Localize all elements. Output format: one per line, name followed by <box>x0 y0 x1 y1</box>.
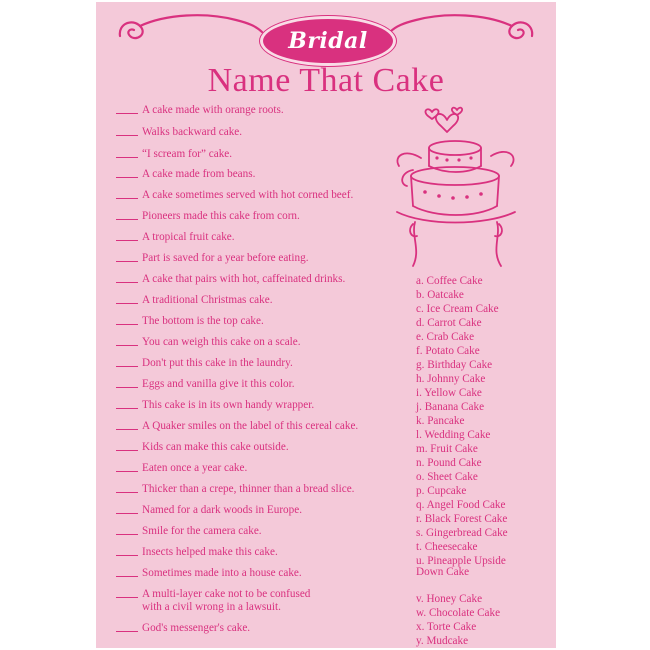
clue-text: Pioneers made this cake from corn. <box>142 210 300 222</box>
answer-option: w. Chocolate Cake <box>416 607 501 619</box>
clue-item <box>116 273 406 286</box>
answer-blank[interactable] <box>116 378 138 388</box>
clue-text: This cake is in its own handy wrapper. <box>142 399 315 411</box>
clue-text: A cake sometimes served with hot corned beef. <box>142 189 354 201</box>
clue-item <box>116 483 406 496</box>
clue-text: A multi-layer cake not to be confused with a civil wrong in a lawsuit. <box>142 588 311 613</box>
answer-option: r. Black Forest Cake <box>416 513 508 525</box>
clue-text: Walks backward cake. <box>142 126 243 138</box>
answer-blank[interactable] <box>116 420 138 430</box>
clue-item <box>116 399 406 412</box>
clue-text: Thicker than a crepe, thinner than a bread slice. <box>142 483 355 495</box>
answer-option: x. Torte Cake <box>416 621 477 633</box>
clue-text: Sometimes made into a house cake. <box>142 567 302 579</box>
clue-text: Don't put this cake in the laundry. <box>142 357 293 369</box>
answer-option: m. Fruit Cake <box>416 443 478 455</box>
answer-blank[interactable] <box>116 336 138 346</box>
clue-item <box>116 168 406 181</box>
clue-item <box>116 588 406 614</box>
answer-blank[interactable] <box>116 231 138 241</box>
clue-item <box>116 504 406 517</box>
clue-item <box>116 252 406 265</box>
answer-blank[interactable] <box>116 126 138 136</box>
answer-blank[interactable] <box>116 357 138 367</box>
clue-text: Smile for the camera cake. <box>142 525 262 537</box>
answer-blank[interactable] <box>116 462 138 472</box>
clue-text: A cake that pairs with hot, caffeinated drinks. <box>142 273 346 285</box>
clue-item <box>116 210 406 223</box>
answer-blank[interactable] <box>116 315 138 325</box>
clue-text: A cake made with orange roots. <box>142 104 284 116</box>
answer-option: b. Oatcake <box>416 289 464 301</box>
clue-item <box>116 378 406 391</box>
clue-item <box>116 357 406 370</box>
clue-text: A traditional Christmas cake. <box>142 294 273 306</box>
answer-option: q. Angel Food Cake <box>416 499 506 511</box>
answer-blank[interactable] <box>116 567 138 577</box>
answer-option: h. Johnny Cake <box>416 373 486 385</box>
answer-option: g. Birthday Cake <box>416 359 493 371</box>
clue-item <box>116 546 406 559</box>
answer-option: j. Banana Cake <box>416 401 485 413</box>
answer-blank[interactable] <box>116 525 138 535</box>
answer-blank[interactable] <box>116 104 138 114</box>
clue-item <box>116 104 406 117</box>
clue-text: “I scream for” cake. <box>142 148 233 160</box>
clue-text: The bottom is the top cake. <box>142 315 264 327</box>
clue-text: Named for a dark woods in Europe. <box>142 504 302 516</box>
answer-option: o. Sheet Cake <box>416 471 478 483</box>
bridal-logo-text: Bridal <box>288 28 368 54</box>
clue-item <box>116 189 406 202</box>
answer-blank[interactable] <box>116 588 138 598</box>
clue-text: Insects helped make this cake. <box>142 546 278 558</box>
answer-blank[interactable] <box>116 483 138 493</box>
answer-option: e. Crab Cake <box>416 331 475 343</box>
clue-text: Eaten once a year cake. <box>142 462 248 474</box>
page-title: Name That Cake <box>207 62 445 99</box>
answer-blank[interactable] <box>116 252 138 262</box>
clue-item <box>116 231 406 244</box>
clue-item <box>116 294 406 307</box>
clue-text: Kids can make this cake outside. <box>142 441 289 453</box>
answer-option: f. Potato Cake <box>416 345 480 357</box>
clue-item <box>116 462 406 475</box>
cake-illustration <box>385 100 530 270</box>
answer-option: p. Cupcake <box>416 485 467 497</box>
answer-option: c. Ice Cream Cake <box>416 303 499 315</box>
answer-option: u. Pineapple Upside Down Cake <box>416 555 506 578</box>
answer-blank[interactable] <box>116 148 138 158</box>
clue-text: Eggs and vanilla give it this color. <box>142 378 295 390</box>
clue-text: God's messenger's cake. <box>142 622 251 634</box>
answer-option: v. Honey Cake <box>416 593 483 605</box>
answer-option: i. Yellow Cake <box>416 387 482 399</box>
answer-option: a. Coffee Cake <box>416 275 483 287</box>
bridal-badge <box>260 16 396 66</box>
clue-item <box>116 420 406 433</box>
answer-option: l. Wedding Cake <box>416 429 491 441</box>
clue-item <box>116 622 406 635</box>
answer-option: s. Gingerbread Cake <box>416 527 508 539</box>
clue-item <box>116 525 406 538</box>
answer-blank[interactable] <box>116 189 138 199</box>
answer-blank[interactable] <box>116 399 138 409</box>
clue-item <box>116 126 406 139</box>
answer-blank[interactable] <box>116 441 138 451</box>
clue-text: Part is saved for a year before eating. <box>142 252 309 264</box>
answer-blank[interactable] <box>116 294 138 304</box>
answer-option: t. Cheesecake <box>416 541 478 553</box>
clue-item <box>116 441 406 454</box>
clue-item <box>116 336 406 349</box>
clue-item <box>116 148 406 161</box>
clue-text: A cake made from beans. <box>142 168 256 180</box>
clue-text: A Quaker smiles on the label of this cereal cake. <box>142 420 359 432</box>
answer-blank[interactable] <box>116 546 138 556</box>
answer-blank[interactable] <box>116 168 138 178</box>
answer-blank[interactable] <box>116 273 138 283</box>
answer-option: y. Mudcake <box>416 635 469 647</box>
answer-blank[interactable] <box>116 504 138 514</box>
clue-text: A tropical fruit cake. <box>142 231 235 243</box>
clue-text: You can weigh this cake on a scale. <box>142 336 301 348</box>
answer-option: n. Pound Cake <box>416 457 482 469</box>
clue-item <box>116 567 406 580</box>
answer-blank[interactable] <box>116 210 138 220</box>
answer-blank[interactable] <box>116 622 138 632</box>
answer-option: d. Carrot Cake <box>416 317 482 329</box>
answer-option: k. Pancake <box>416 415 465 427</box>
clue-item <box>116 315 406 328</box>
